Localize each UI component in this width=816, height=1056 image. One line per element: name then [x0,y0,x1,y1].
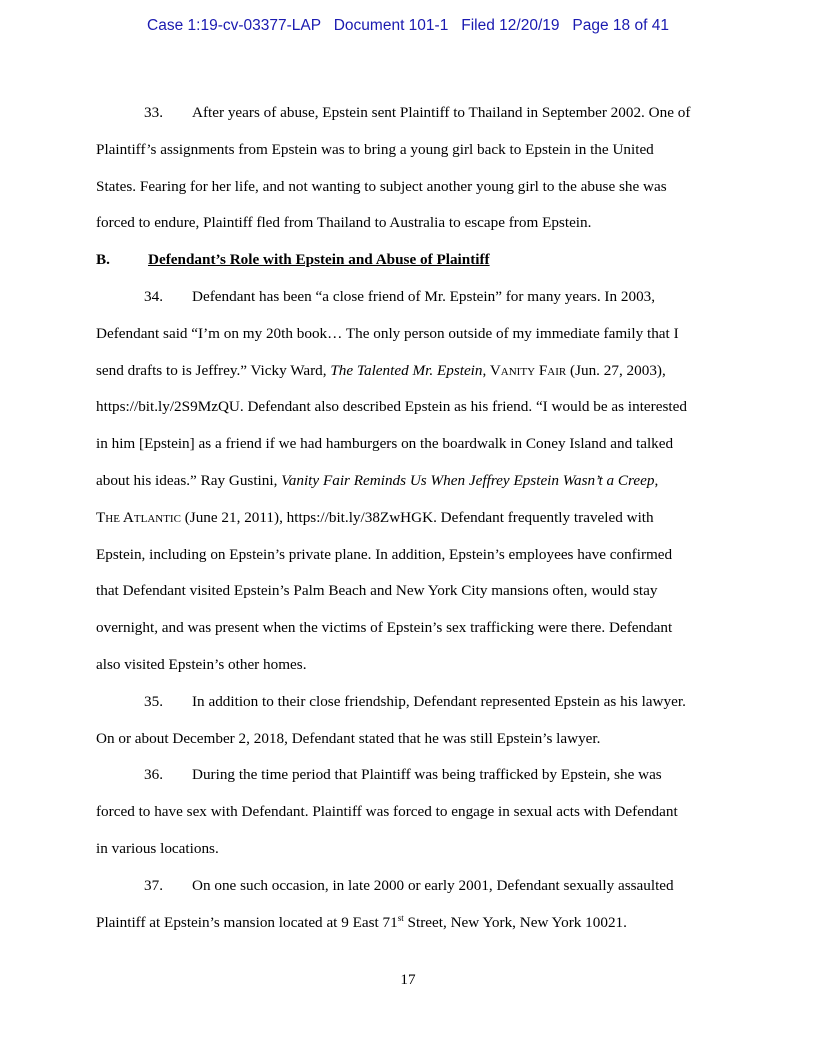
paragraph-34-line-7 [96,500,720,537]
paragraph-34-line-1 [96,279,720,316]
article-title: Vanity Fair Reminds Us When Jeffrey Epstein Wasn’t a Creep [281,471,655,489]
paragraph-34-line-11: also visited Epstein’s other homes. [96,655,307,673]
filed-date: Filed 12/20/19 [461,17,560,34]
paragraph-34-line-8: Epstein, including on Epstein’s private plane. In addition, Epstein’s employees have confirmed [96,545,673,563]
document-body [96,95,720,941]
text-run: T [96,508,106,526]
section-heading [96,242,720,279]
paragraph-36-line-2: forced to have sex with Defendant. Plaintiff was forced to engage in sexual acts with Defendant [96,803,678,821]
paragraph-34-line-2: Defendant said “I’m on my 20th book… The only person outside of my immediate family that I [96,324,679,342]
small-caps-run: TLANTIC [133,512,181,525]
paragraph-text: On one such occasion, in late 2000 or early 2001, Defendant sexually assaulted [192,876,674,894]
paragraph-35-line-1 [96,684,720,721]
text-run: send drafts to is Jeffrey.” Vicky Ward, [96,361,331,379]
paragraph-number: 35. [144,692,163,710]
paragraph-34-line-4: https://bit.ly/2S9MzQU. Defendant also described Epstein as his friend. “I would be as interested [96,398,687,416]
paragraph-33-line-2: Plaintiff’s assignments from Epstein was to bring a young girl back to Epstein in the United [96,140,654,158]
paragraph-34-line-3 [96,353,720,390]
paragraph-text: In addition to their close friendship, Defendant represented Epstein as his lawyer. [192,692,686,710]
text-run: , V [482,361,501,379]
paragraph-text: After years of abuse, Epstein sent Plaintiff to Thailand in September 2002. One of [192,104,691,121]
small-caps-run: HE [105,512,120,525]
case-number: Case 1:19-cv-03377-LAP [147,17,321,34]
paragraph-37-line-2 [96,905,720,942]
paragraph-36-line-1 [96,757,720,794]
text-run: F [535,361,548,379]
document-number: Document 101-1 [333,17,449,34]
text-run: about his ideas.” Ray Gustini, [96,471,282,489]
ecf-header [0,17,816,35]
article-title: The Talented Mr. Epstein [330,361,483,379]
paragraph-text: Defendant has been “a close friend of Mr. Epstein” for many years. In 2003, [192,287,656,305]
page-indicator: Page 18 of 41 [572,17,669,34]
small-caps-run: ANITY [500,365,536,378]
page-number: 17 [400,971,416,988]
superscript: st [397,912,404,923]
section-title: Defendant’s Role with Epstein and Abuse of Plaintiff [148,251,490,269]
paragraph-number: 34. [144,287,163,305]
paragraph-34-line-9: that Defendant visited Epstein’s Palm Beach and New York City mansions often, would stay [96,582,658,600]
paragraph-number: 36. [144,766,163,784]
paragraph-text: During the time period that Plaintiff was being trafficked by Epstein, she was [192,766,662,784]
paragraph-34-line-6 [96,463,720,500]
paragraph-number: 33. [144,104,163,121]
paragraph-35-line-2: On or about December 2, 2018, Defendant stated that he was still Epstein’s lawyer. [96,729,601,747]
text-run: Plaintiff at Epstein’s mansion located at 9 East 71 [96,913,398,931]
paragraph-36-line-3: in various locations. [96,839,219,857]
text-run: (June 21, 2011), https://bit.ly/38ZwHGK. Defendant frequently traveled with [180,508,654,526]
small-caps-run: AIR [547,365,567,378]
paragraph-number: 37. [144,876,163,894]
text-run: Street, New York, New York 10021. [403,913,627,931]
paragraph-37-line-1 [96,868,720,905]
paragraph-34-line-10: overnight, and was present when the victims of Epstein’s sex trafficking were there. Defendant [96,619,673,637]
paragraph-34-line-5: in him [Epstein] as a friend if we had hamburgers on the boardwalk in Coney Island and talked [96,435,674,453]
section-letter: B. [96,251,110,269]
text-run: (Jun. 27, 2003), [566,361,666,379]
paragraph-33-line-1 [96,95,720,132]
text-run: , [654,471,659,489]
text-run: A [119,508,134,526]
paragraph-33-line-4: forced to endure, Plaintiff fled from Thailand to Australia to escape from Epstein. [96,214,592,232]
paragraph-33-line-3: States. Fearing for her life, and not wanting to subject another young girl to the abuse she was [96,177,667,195]
